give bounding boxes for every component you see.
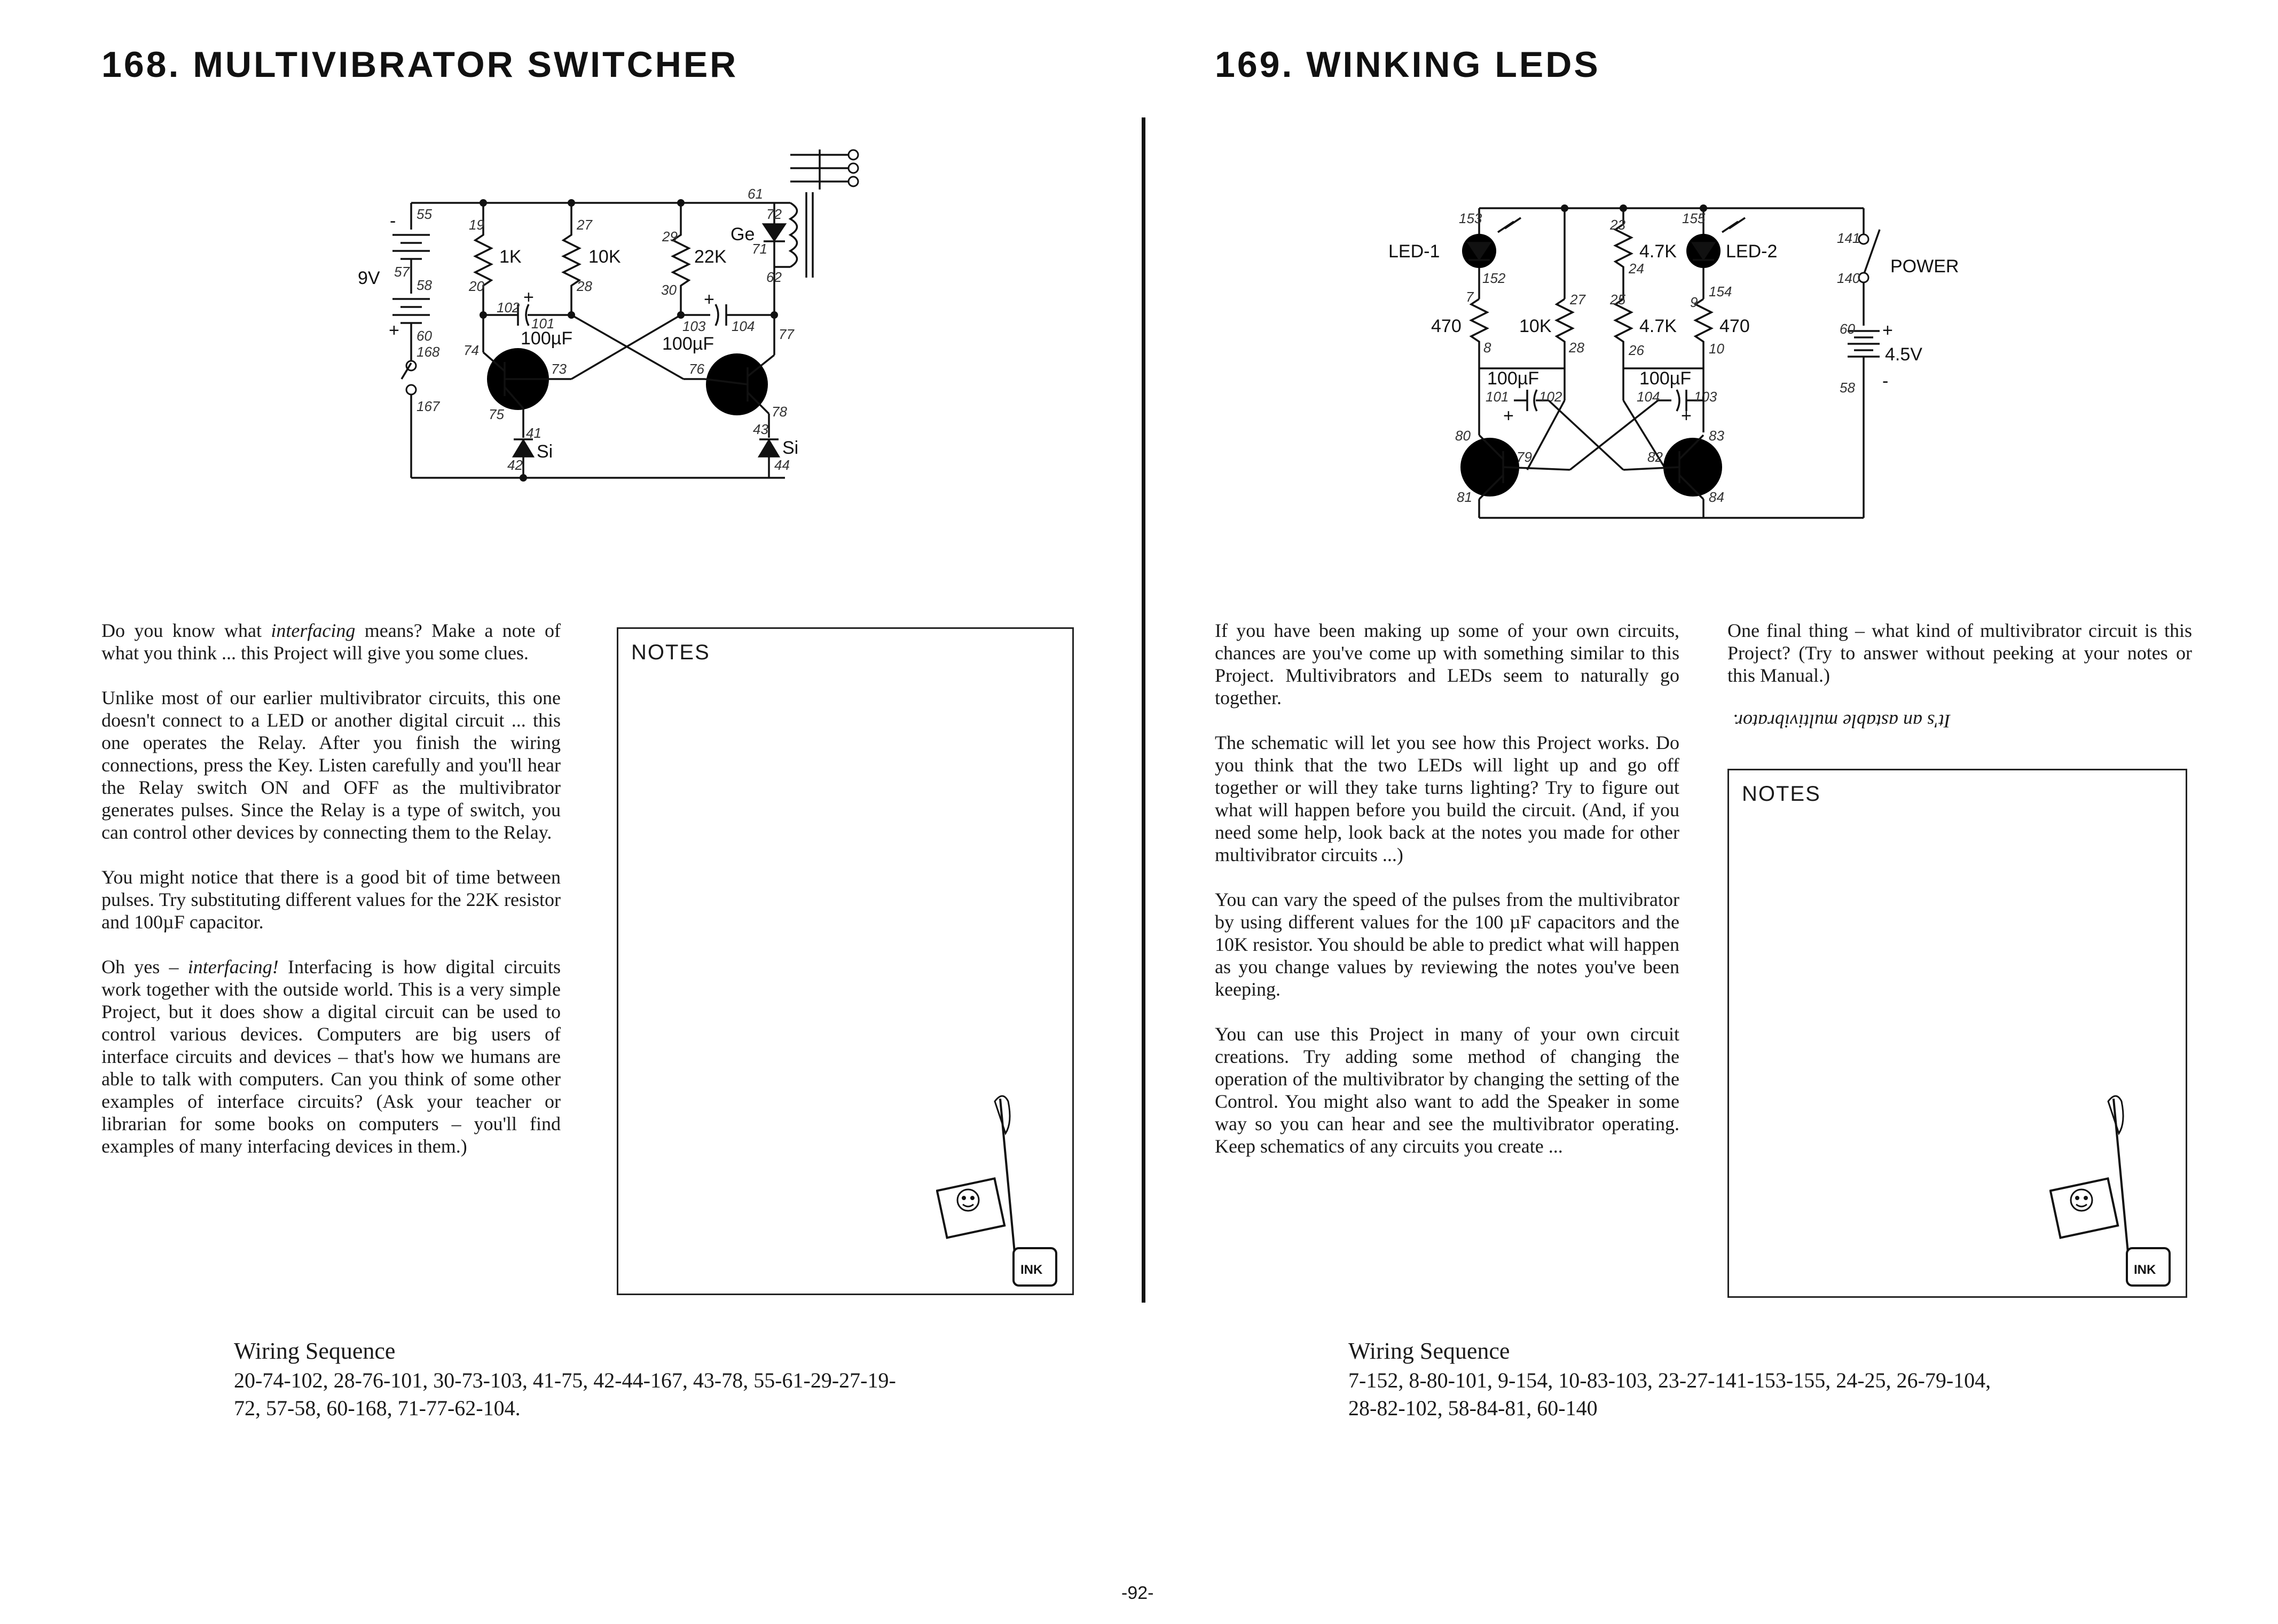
svg-text:58: 58 [417,277,432,293]
left-notes-label: NOTES [631,641,710,664]
svg-text:+: + [523,287,534,308]
svg-text:71: 71 [752,241,767,257]
svg-text:100µF: 100µF [1639,368,1692,389]
svg-text:100µF: 100µF [521,328,573,349]
svg-text:+: + [1681,406,1692,426]
svg-text:167: 167 [417,398,440,414]
svg-text:44: 44 [774,457,790,473]
left-wiring-line-1: 20-74-102, 28-76-101, 30-73-103, 41-75, 42-44-167, 43-78, 55-61-29-27-19- [234,1368,896,1392]
page-divider [1142,117,1145,1303]
svg-text:101: 101 [531,316,555,332]
svg-text:100µF: 100µF [662,334,714,354]
svg-text:57: 57 [394,264,410,280]
svg-text:82: 82 [1647,449,1663,465]
left-wiring-line-2: 72, 57-58, 60-168, 71-77-62-104. [234,1396,521,1420]
svg-text:Si: Si [537,442,553,462]
battery-minus-sign: - [390,211,396,231]
svg-text:168: 168 [417,344,440,360]
svg-text:25: 25 [1610,291,1625,308]
svg-text:30: 30 [661,282,677,298]
right-paragraph-3: You can vary the speed of the pulses from the multivibrator by using different values for the 100 µF capacitors and the 10K resistor. You should be able to predict what will happen as you change values by reviewing the notes you've been keeping. [1215,889,1679,1000]
svg-text:102: 102 [497,299,520,316]
battery-plus-sign: + [389,320,399,341]
left-wiring-title: Wiring Sequence [234,1338,396,1364]
svg-text:75: 75 [489,406,504,422]
left-paragraph-3: You might notice that there is a good bit of time between pulses. Try substituting different values for the 22K resistor and 100µF capacitor. [101,866,561,933]
left-text-column [101,619,561,1157]
svg-text:153: 153 [1459,210,1482,226]
svg-text:140: 140 [1837,270,1860,286]
svg-text:27: 27 [577,217,592,233]
svg-text:152: 152 [1482,270,1506,286]
right-page-title: 169. WINKING LEDS [1215,44,1600,85]
page-number: -92- [1121,1583,1154,1603]
winking-leds-schematic [1367,192,1997,534]
ink-bottle-label-left: INK [1020,1263,1043,1277]
svg-text:103: 103 [682,318,706,334]
svg-text:POWER: POWER [1890,256,1959,277]
right-wiring-line-2: 28-82-102, 58-84-81, 60-140 [1348,1396,1598,1420]
svg-text:27: 27 [1570,291,1585,308]
svg-text:9: 9 [1690,294,1698,310]
svg-text:62: 62 [766,269,782,285]
svg-text:41: 41 [526,425,541,441]
right-wiring-line-1: 7-152, 8-80-101, 9-154, 10-83-103, 23-27-141-153-155, 24-25, 26-79-104, [1348,1368,1991,1392]
svg-text:4.7K: 4.7K [1639,241,1677,262]
svg-text:28: 28 [1569,340,1584,356]
svg-text:20: 20 [469,278,484,294]
svg-text:104: 104 [1637,389,1660,405]
left-notes-box [617,627,1074,1295]
svg-text:+: + [1503,406,1514,426]
svg-text:61: 61 [748,186,763,202]
right-paragraph-1: If you have been making up some of your own circuits, chances are you've come up with something similar to this Project. Multivibrators and LEDs seem to naturally go together. [1215,620,1679,708]
svg-text:42: 42 [507,457,523,473]
svg-text:23: 23 [1610,217,1625,233]
svg-text:77: 77 [779,326,794,342]
battery-9v-label: 9V [358,268,380,288]
svg-text:-: - [1882,371,1889,391]
right-wiring-title: Wiring Sequence [1348,1338,1510,1364]
svg-text:141: 141 [1837,230,1860,246]
svg-text:24: 24 [1629,261,1644,277]
svg-text:73: 73 [551,361,567,377]
svg-text:103: 103 [1694,389,1717,405]
svg-text:84: 84 [1709,489,1724,505]
svg-text:1K: 1K [499,247,522,267]
svg-text:10K: 10K [1519,316,1552,336]
right-notes-label: NOTES [1742,782,1821,806]
svg-text:78: 78 [772,404,787,420]
ink-pen-mascot-left [936,1093,1075,1296]
svg-text:4.5V: 4.5V [1885,344,1922,365]
svg-text:470: 470 [1431,316,1462,336]
svg-text:60: 60 [1840,321,1855,337]
led-2-label: LED-2 [1726,241,1778,262]
svg-text:81: 81 [1457,489,1472,505]
ink-pen-mascot-right [2049,1093,2188,1296]
led-1-label: LED-1 [1388,241,1440,262]
upside-down-answer: It's an astable multivibrator. [1733,711,1951,732]
svg-text:26: 26 [1629,342,1644,358]
svg-text:10K: 10K [588,247,621,267]
svg-text:Ge: Ge [730,224,755,245]
svg-text:80: 80 [1455,428,1471,444]
left-paragraph-1: Do you know what interfacing means? Make a note of what you think ... this Project will give you some clues. [101,620,561,664]
svg-text:4.7K: 4.7K [1639,316,1677,336]
right-text-column [1215,619,1679,1157]
svg-text:8: 8 [1483,340,1491,356]
svg-text:19: 19 [469,217,484,233]
svg-text:83: 83 [1709,428,1724,444]
right-notes-box [1727,769,2187,1298]
svg-text:29: 29 [662,228,678,245]
svg-text:Si: Si [782,438,799,458]
ink-bottle-label-right: INK [2134,1263,2156,1277]
svg-text:28: 28 [577,278,592,294]
left-page-title: 168. MULTIVIBRATOR SWITCHER [101,44,739,85]
svg-text:155: 155 [1682,210,1706,226]
svg-text:43: 43 [753,421,768,437]
left-paragraph-4: Oh yes – interfacing! Interfacing is how digital circuits work together with the outside world. This is a very simple Project, but it does show a digital circuit can be used to control various devices. Computers are big users of interface circuits and devices – that's how we humans are able to talk with computers. Can you think of some other examples of interface circuits? (Ask your teacher or librarian for some books on computers – you'll find examples of many interfacing devices in them.) [101,956,561,1157]
multivibrator-switcher-schematic [342,139,881,496]
svg-text:101: 101 [1486,389,1509,405]
svg-text:10: 10 [1709,341,1724,357]
svg-text:76: 76 [689,361,704,377]
svg-text:72: 72 [766,206,782,222]
svg-text:154: 154 [1709,283,1732,299]
svg-text:58: 58 [1840,380,1855,396]
right-final-question [1727,619,2192,687]
left-paragraph-2: Unlike most of our earlier multivibrator circuits, this one doesn't connect to a LED or another digital circuit ... this one operates the Relay. After you finish the wiring connections, press the Key. Listen carefully and you'll hear the Relay switch ON and OFF as the multivibrator generates pulses. Since the Relay is a type of switch, you can control other devices by connecting them to the Relay. [101,687,561,843]
svg-text:102: 102 [1539,389,1562,405]
svg-text:470: 470 [1719,316,1750,336]
svg-text:104: 104 [732,318,755,334]
svg-text:55: 55 [417,206,432,222]
right-paragraph-4: You can use this Project in many of your own circuit creations. Try adding some method of changing the operation of the multivibrator by changing the setting of the Control. You might also want to add the Speaker in some way so you can hear and see the multivibrator operating. Keep schematics of any circuits you create ... [1215,1023,1679,1157]
final-question-paragraph: One final thing – what kind of multivibrator circuit is this Project? (Try to answer without peeking at your notes or this Manual.) [1727,620,2192,686]
svg-text:79: 79 [1517,449,1532,465]
svg-text:+: + [704,289,714,310]
svg-text:22K: 22K [694,247,727,267]
svg-text:7: 7 [1466,289,1474,305]
svg-text:+: + [1882,320,1893,341]
svg-text:60: 60 [417,328,432,344]
right-paragraph-2: The schematic will let you see how this Project works. Do you think that the two LEDs will light up and go off together or will they take turns lighting? Try to figure out what will happen before you build the circuit. (And, if you need some help, look back at the notes you made for other multivibrator circuits ...) [1215,732,1679,865]
svg-text:74: 74 [464,342,479,358]
svg-text:100µF: 100µF [1487,368,1539,389]
